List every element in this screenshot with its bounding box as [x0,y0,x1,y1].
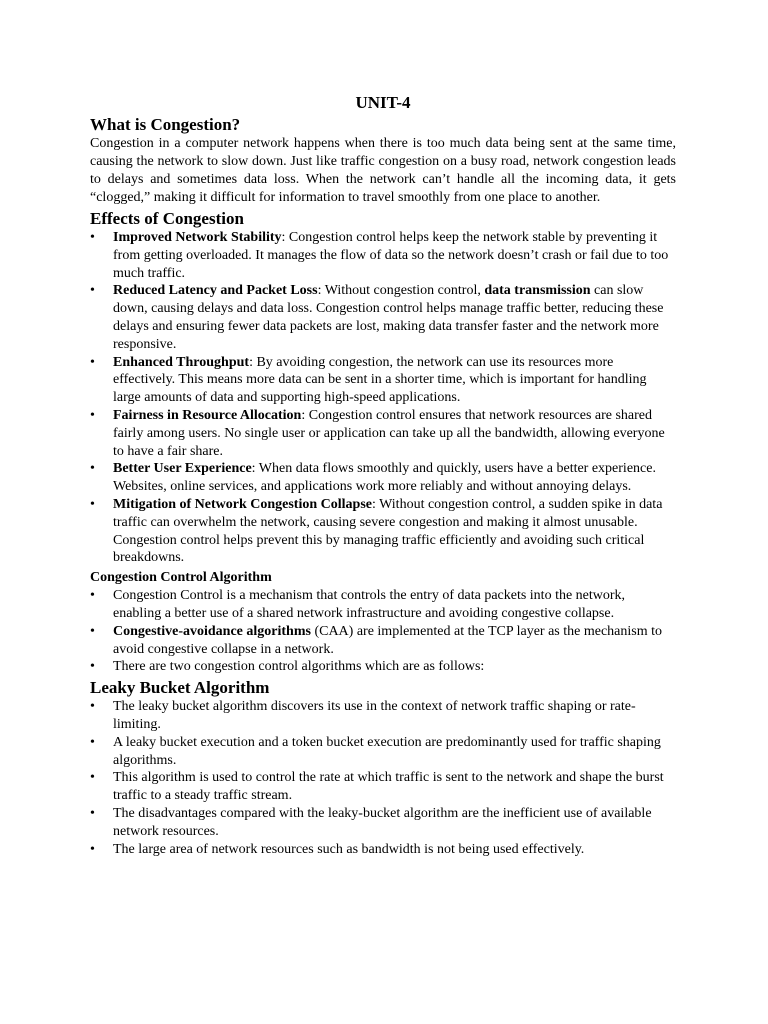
bullet-icon: • [90,699,95,715]
bullet-icon: • [90,805,95,821]
item-text: : When data flows smoothly and quickly, users have a better experience. Websites, online services, and applications work more reliably and without annoying delays. [113,461,656,495]
item-text: The disadvantages compared with the leaky-bucket algorithm are the inefficient use of available network resources. [113,805,652,839]
bullet-icon: • [90,623,95,639]
bullet-icon: • [90,496,95,512]
unit-title: UNIT-4 [355,93,411,112]
list-item [90,734,676,770]
item-text: The leaky bucket algorithm discovers its use in the context of network traffic shaping or rate-limiting. [113,699,636,732]
effects-list [90,229,676,567]
item-term: Fairness in Resource Allocation [113,407,302,423]
item-text: : Congestion control helps keep the network stable by preventing it from getting overloaded. It manages the flow of data so the network doesn’t crash or fail due to too much traffic. [113,230,669,281]
list-item [90,460,676,496]
item-term: Better User Experience [113,461,252,477]
item-text: Congestion Control is a mechanism that controls the entry of data packets into the network, enabling a better use of a shared network infrastructure and avoiding congestive collapse. [113,588,626,621]
algorithm-list [90,587,676,676]
bullet-icon: • [90,770,95,786]
list-item [90,805,676,841]
list-item [90,407,676,460]
item-text: : Without congestion control, [317,283,485,299]
bullet-icon: • [90,734,95,750]
item-term: data transmission [484,283,591,299]
item-text: A leaky bucket execution and a token bucket execution are predominantly used for traffic shaping algorithms. [113,734,661,768]
item-text: : Without congestion control, a sudden spike in data traffic can overwhelm the network, causing severe congestion and making it almost unusable. Congestion control helps prevent this by managing traffic efficiently and avoiding such critical breakdowns. [113,496,663,566]
item-term: Reduced Latency and Packet Loss [113,283,318,299]
list-item [90,282,676,353]
item-text: : By avoiding congestion, the network can use its resources more effectively. This means more data can be sent in a shorter time, which is important for handling large amounts of data and supporting high-speed applications. [113,354,647,406]
bullet-icon: • [90,283,95,299]
bullet-icon: • [90,588,95,604]
document-page [90,93,676,858]
list-item [90,496,676,567]
item-text: (CAA) are implemented at the TCP layer as the mechanism to avoid congestive collapse in a network. [113,623,663,657]
item-term: Improved Network Stability [113,230,282,245]
item-term: Enhanced Throughput [113,354,250,370]
bullet-icon: • [90,354,95,370]
item-term: Mitigation of Network Congestion Collapse [113,496,372,512]
what-is-congestion-heading: What is Congestion? [90,115,241,134]
bullet-icon: • [90,407,95,423]
list-item [90,698,676,734]
list-item [90,354,676,407]
list-item [90,769,676,805]
item-text: This algorithm is used to control the rate at which traffic is sent to the network and shape the burst traffic to a steady traffic stream. [113,770,664,804]
item-text: : Congestion control ensures that network resources are shared fairly among users. No single user or application can take up all the bandwidth, allowing everyone to have a fair share. [113,407,665,459]
item-text: The large area of network resources such as bandwidth is not being used effectively. [113,841,585,857]
item-text: can slow down, causing delays and data loss. Congestion control helps manage traffic better, reducing these delays and ensuring fewer data packets are lost, making data transfer faster and the network more responsive. [113,283,664,352]
list-item [90,587,676,623]
congestion-paragraph: Congestion in a computer network happens when there is too much data being sent at the same time, causing the network to slow down. Just like traffic congestion on a busy road, network congestion leads to delays and sometimes data loss. When the network can’t handle all the incoming data, it gets “clogged,” making it difficult for information to travel smoothly from one place to another. [90,136,676,205]
bullet-icon: • [90,461,95,477]
effects-heading: Effects of Congestion [90,209,244,228]
list-item [90,229,676,282]
list-item [90,623,676,659]
list-item [90,841,676,859]
bullet-icon: • [90,230,95,245]
leaky-bucket-heading: Leaky Bucket Algorithm [90,678,270,698]
item-text: There are two congestion control algorithms which are as follows: [113,659,485,675]
leaky-bucket-list [90,698,676,858]
bullet-icon: • [90,841,95,857]
bullet-icon: • [90,659,95,675]
item-term: Congestive-avoidance algorithms [113,623,311,639]
algorithm-heading: Congestion Control Algorithm [90,570,272,586]
list-item [90,658,676,676]
